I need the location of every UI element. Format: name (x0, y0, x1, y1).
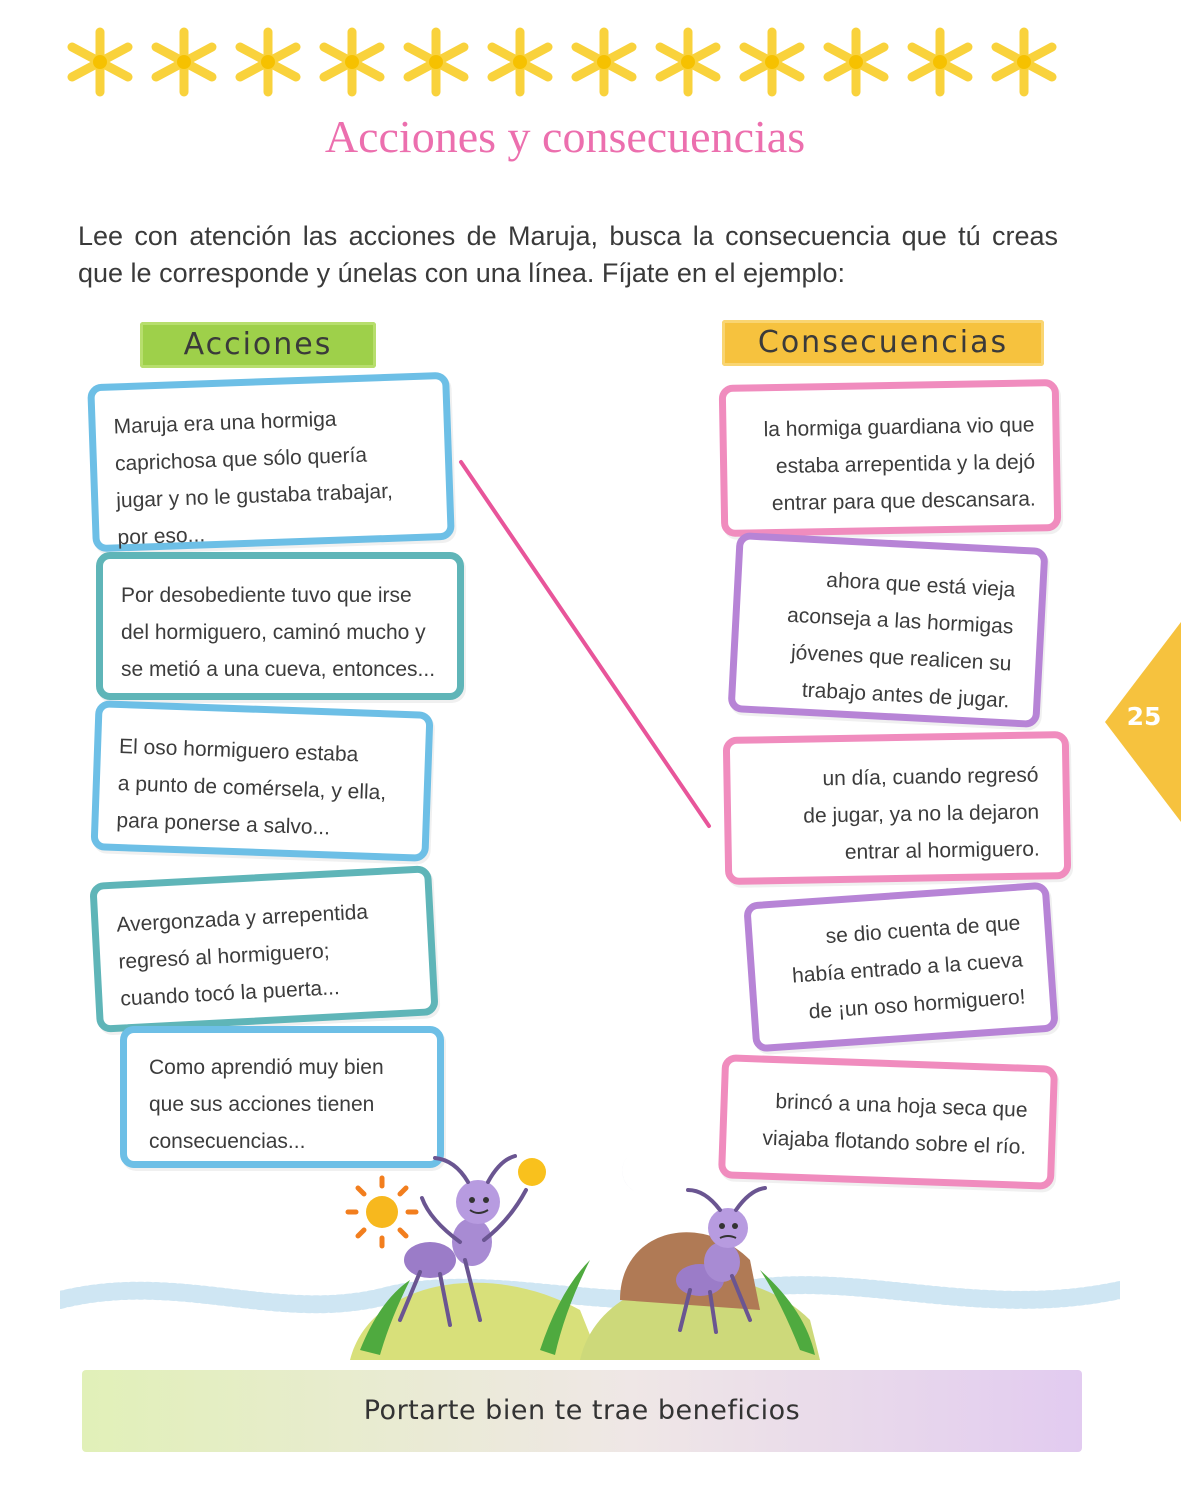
card-line: para ponerse a salvo... (116, 808, 331, 840)
action-card-2[interactable] (96, 552, 464, 700)
card-line: El oso hormiguero estaba (118, 734, 359, 767)
card-line: Avergonzada y arrepentida (115, 900, 369, 937)
card-line: la hormiga guardiana vio que (763, 413, 1035, 442)
page-number: 25 (1126, 702, 1162, 731)
card-line: ahora que está vieja (825, 568, 1016, 602)
moon-icon (622, 1154, 660, 1194)
card-line: había entrado a la cueva (791, 948, 1024, 988)
card-line: Como aprendió muy bien (149, 1056, 384, 1079)
star-icon (900, 22, 980, 102)
consequence-card-4[interactable] (743, 882, 1059, 1053)
star-icon (816, 22, 896, 102)
instructions-text: Lee con atención las acciones de Maruja, busca la consecuencia que tú creas que le corresponde y únelas con una línea. Fíjate en el ejemplo: (78, 221, 1058, 288)
card-line: consecuencias... (149, 1130, 306, 1153)
footer-text: Portarte bien te trae beneficios (363, 1395, 801, 1426)
card-line: aconseja a las hormigas (786, 603, 1014, 639)
star-icon (396, 22, 476, 102)
card-line: jugar y no le gustaba trabajar, (115, 479, 394, 513)
card-line: brincó a una hoja seca que (775, 1090, 1028, 1122)
actions-label: Acciones (140, 322, 376, 368)
card-line: un día, cuando regresó (822, 763, 1039, 791)
star-icon (648, 22, 728, 102)
card-line: cuando tocó la puerta... (119, 976, 341, 1011)
ball-icon (518, 1158, 546, 1186)
card-line: regresó al hormiguero; (117, 939, 331, 974)
card-line: de jugar, ya no la dejaron (803, 800, 1040, 828)
card-line: caprichosa que sólo quería (114, 443, 368, 476)
card-line: viajaba flotando sobre el río. (762, 1126, 1027, 1159)
star-icon (60, 22, 140, 102)
card-line: entrar para que descansara. (771, 487, 1036, 516)
card-line: a punto de comérsela, y ella, (117, 771, 387, 805)
consequences-label: Consecuencias (722, 320, 1044, 366)
star-icon (312, 22, 392, 102)
consequence-card-2[interactable] (728, 532, 1049, 728)
star-icon (480, 22, 560, 102)
star-icon (732, 22, 812, 102)
star-icon (984, 22, 1064, 102)
action-card-1[interactable] (87, 372, 455, 553)
action-card-4[interactable] (89, 865, 438, 1033)
card-line: Maruja era una hormiga (113, 407, 337, 439)
consequence-card-1[interactable] (719, 379, 1062, 537)
card-line: se dio cuenta de que (824, 911, 1022, 949)
card-line: Por desobediente tuvo que irse (121, 584, 412, 607)
action-card-5[interactable] (120, 1026, 444, 1168)
star-icon (564, 22, 644, 102)
card-line: jóvenes que realicen su (790, 640, 1012, 676)
card-line: de ¡un oso hormiguero! (807, 985, 1027, 1024)
page-title: Acciones y consecuencias (324, 111, 806, 162)
card-line: estaba arrepentida y la dejó (775, 450, 1036, 478)
card-line: por eso... (117, 523, 206, 550)
ants-illustration (60, 1150, 1120, 1360)
card-line: trabajo antes de jugar. (801, 678, 1011, 713)
star-icon (228, 22, 308, 102)
consequence-card-3[interactable] (723, 731, 1072, 885)
card-line: que sus acciones tienen (149, 1093, 375, 1116)
star-icon (144, 22, 224, 102)
action-card-3[interactable] (90, 700, 433, 862)
card-line: se metió a una cueva, entonces... (121, 658, 436, 681)
card-line: del hormiguero, caminó mucho y (121, 621, 426, 644)
star-row (60, 22, 1070, 102)
sun-icon (348, 1178, 416, 1246)
card-line: entrar al hormiguero. (844, 837, 1040, 864)
